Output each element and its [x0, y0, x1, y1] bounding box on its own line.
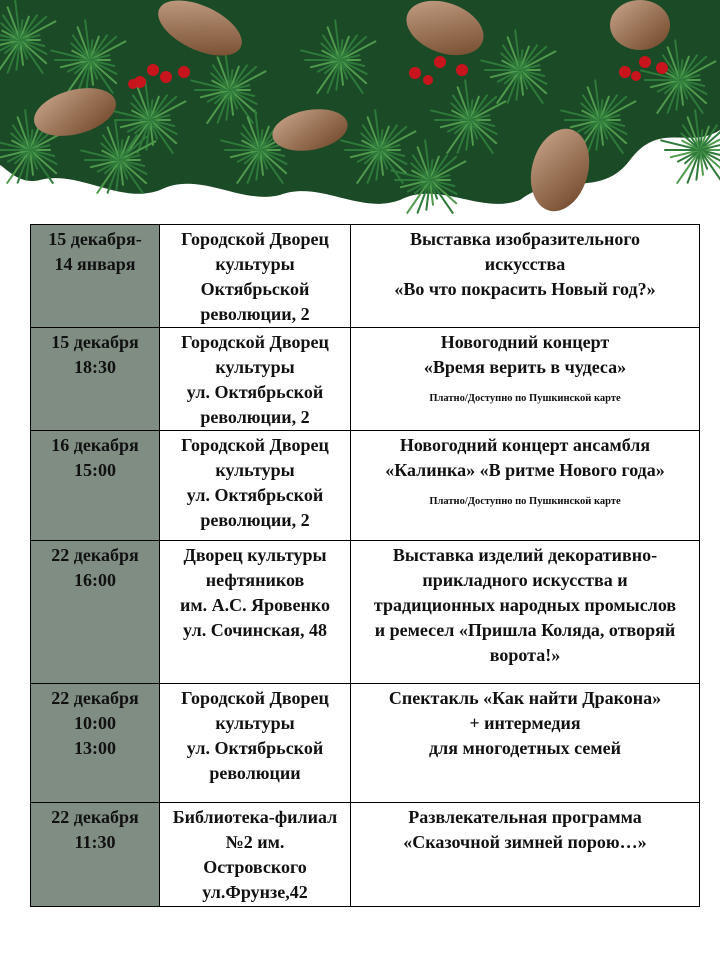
- event-description-cell: [351, 431, 700, 541]
- event-description-cell-line: Выставка изобразительного: [409, 229, 641, 249]
- event-date-cell: [31, 803, 160, 907]
- event-date-cell-line: 22 декабря: [51, 545, 139, 565]
- event-venue-cell-line: им. А.С. Яровенко: [180, 595, 330, 615]
- event-venue-cell-line: революции, 2: [200, 510, 310, 530]
- christmas-garland-image: [0, 0, 720, 220]
- event-date-cell-line: 18:30: [74, 357, 116, 377]
- event-description-cell-line: для многодетных семей: [429, 738, 621, 758]
- event-description-cell-line: традиционных народных промыслов: [373, 595, 677, 615]
- event-venue-cell-line: Городской Дворец: [181, 229, 329, 249]
- event-venue-cell: [160, 225, 351, 328]
- event-description-cell-line: Новогодний концерт ансамбля: [399, 435, 651, 455]
- event-date-cell: [31, 684, 160, 803]
- event-description-cell-line: + интермедия: [469, 713, 581, 733]
- event-price-note: Платно/Доступно по Пушкинской карте: [429, 393, 621, 404]
- event-date-cell-line: 16 декабря: [51, 435, 139, 455]
- event-description-cell-line: «Время верить в чудеса»: [423, 357, 627, 377]
- event-description-cell-line: «Сказочной зимней порою…»: [403, 832, 647, 852]
- event-venue-cell-line: Октябрьской: [200, 279, 310, 299]
- event-venue-cell-line: революции: [209, 763, 301, 783]
- event-description-cell-line: «Калинка» «В ритме Нового года»: [385, 460, 665, 480]
- event-venue-cell-line: нефтяников: [205, 570, 305, 590]
- event-description-cell: [351, 328, 700, 431]
- event-venue-cell-line: революции, 2: [200, 304, 310, 324]
- event-venue-cell-line: ул. Октябрьской: [186, 485, 324, 505]
- event-date-cell-line: 14 января: [54, 254, 136, 274]
- event-venue-cell: [160, 328, 351, 431]
- event-row: [31, 225, 700, 328]
- event-venue-cell-line: культуры: [215, 713, 295, 733]
- event-date-cell: [31, 431, 160, 541]
- event-description-cell-line: Новогодний концерт: [440, 332, 610, 352]
- event-venue-cell-line: Городской Дворец: [181, 435, 329, 455]
- event-description-cell-line: ворота!»: [489, 645, 561, 665]
- event-description-cell-line: Спектакль «Как найти Дракона»: [388, 688, 662, 708]
- event-date-cell-line: 10:00: [74, 713, 116, 733]
- event-date-cell-line: 15 декабря-: [48, 229, 142, 249]
- event-date-cell-line: 22 декабря: [51, 807, 139, 827]
- event-date-cell-line: 15:00: [74, 460, 116, 480]
- event-price-note: Платно/Доступно по Пушкинской карте: [429, 496, 621, 507]
- event-venue-cell-line: Островского: [203, 857, 307, 877]
- event-date-cell: [31, 541, 160, 684]
- event-description-cell: [351, 803, 700, 907]
- event-row: [31, 541, 700, 684]
- event-venue-cell-line: ул. Октябрьской: [186, 382, 324, 402]
- event-venue-cell: [160, 431, 351, 541]
- events-table: [30, 224, 700, 907]
- event-venue-cell: [160, 541, 351, 684]
- event-description-cell-line: и ремесел «Пришла Коляда, отворяй: [374, 620, 676, 640]
- event-description-cell-line: прикладного искусства и: [422, 570, 628, 590]
- event-venue-cell-line: Дворец культуры: [183, 545, 327, 565]
- event-venue-cell-line: культуры: [215, 357, 295, 377]
- event-venue-cell-line: культуры: [215, 460, 295, 480]
- event-description-cell: [351, 684, 700, 803]
- event-description-cell: [351, 225, 700, 328]
- event-venue-cell-line: Библиотека-филиал: [172, 807, 338, 827]
- event-row: [31, 328, 700, 431]
- event-venue-cell-line: ул. Октябрьской: [186, 738, 324, 758]
- event-description-cell-line: Выставка изделий декоративно-: [392, 545, 658, 565]
- event-date-cell-line: 13:00: [74, 738, 116, 758]
- event-date-cell-line: 16:00: [74, 570, 116, 590]
- event-venue-cell-line: Городской Дворец: [181, 332, 329, 352]
- event-venue-cell: [160, 684, 351, 803]
- event-venue-cell-line: Городской Дворец: [181, 688, 329, 708]
- event-venue-cell-line: №2 им.: [225, 832, 285, 852]
- event-venue-cell-line: ул. Сочинская, 48: [183, 620, 327, 640]
- event-description-cell-line: Развлекательная программа: [408, 807, 642, 827]
- event-row: [31, 431, 700, 541]
- event-description-cell: [351, 541, 700, 684]
- event-date-cell-line: 22 декабря: [51, 688, 139, 708]
- event-date-cell-line: 15 декабря: [51, 332, 139, 352]
- event-venue-cell-line: культуры: [215, 254, 295, 274]
- event-date-cell-line: 11:30: [74, 832, 116, 852]
- event-date-cell: [31, 328, 160, 431]
- event-venue-cell: [160, 803, 351, 907]
- event-description-cell-line: «Во что покрасить Новый год?»: [394, 279, 656, 299]
- event-row: [31, 684, 700, 803]
- event-venue-cell-line: революции, 2: [200, 407, 310, 427]
- event-row: [31, 803, 700, 907]
- event-date-cell: [31, 225, 160, 328]
- event-venue-cell-line: ул.Фрунзе,42: [202, 882, 308, 902]
- event-description-cell-line: искусства: [484, 254, 566, 274]
